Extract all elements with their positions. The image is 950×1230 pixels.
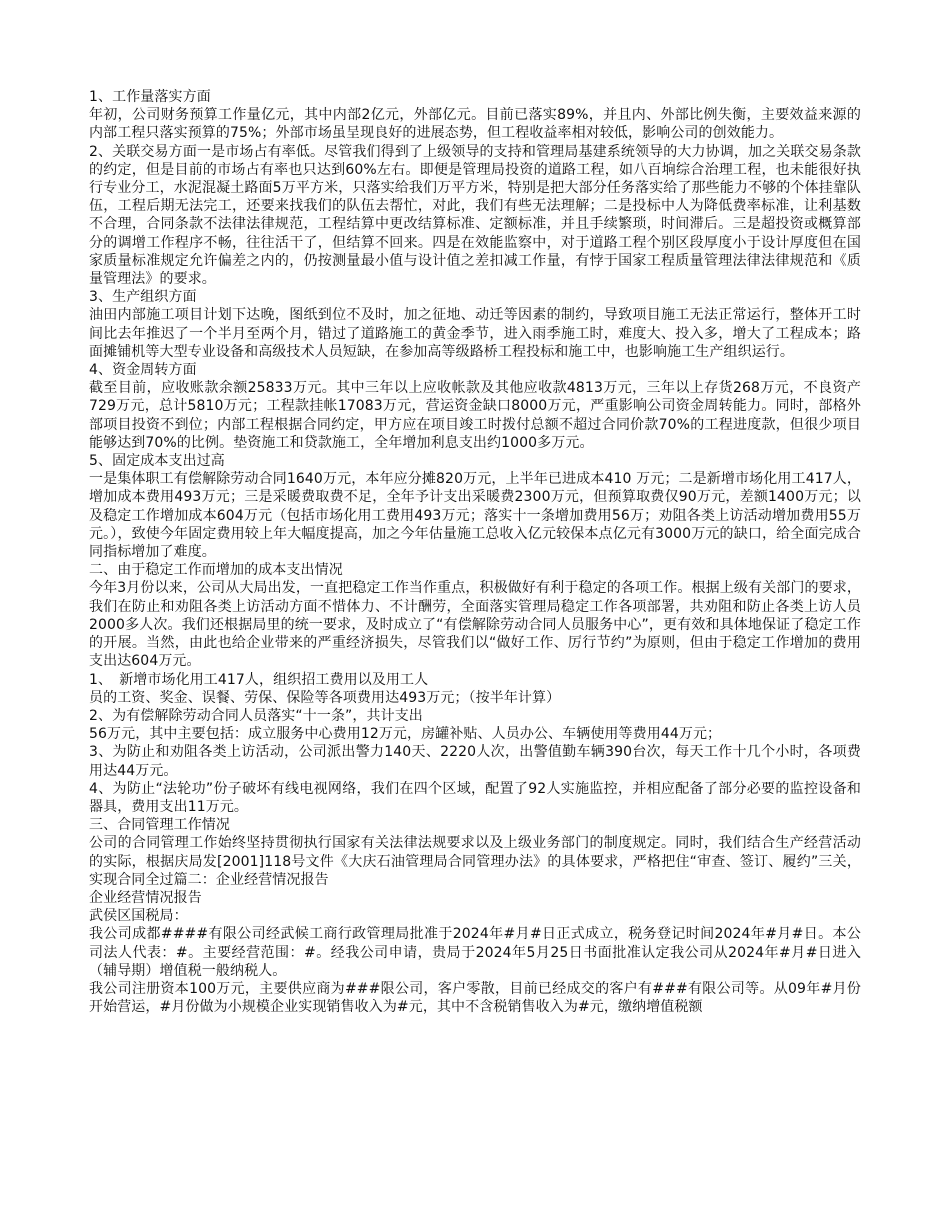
paragraph-production: 油田内部施工项目计划下达晚，图纸到位不及时，加之征地、动迁等因素的制约，导致项目施工无法正常运行，整体开工时间比去年推迟了一个半月至两个月，错过了道路施工的黄金季节，进入雨季施工时，难度大、投入多，增大了工程成本；路面摊铺机等大型专业设备和高级技术人员短缺，在参加高等级路桥工程投标和施工中，也影响施工生产组织运行。 xyxy=(89,307,861,360)
document-body xyxy=(89,88,861,1016)
list-item-1-line-1: 1、 新增市场化用工417人，组织招工费用以及用工人 xyxy=(89,671,429,688)
paragraph-contract: 公司的合同管理工作始终坚持贯彻执行国家有关法律法规要求以及上级业务部门的制度规定。同时，我们结合生产经营活动的实际，根据庆局发[2001]118号文件《大庆石油管理局合同管理办法》的具体要求，严格把住“审查、签订、履约”三关，实现合同全过篇二：企业经营情况报告 xyxy=(89,835,861,888)
list-item-4: 4、为防止“法轮功”份子破坏有线电视网络，我们在四个区域，配置了92人实施监控，并相应配备了部分必要的监控设备和器具，费用支出11万元。 xyxy=(89,780,861,815)
paragraph-capital-sales: 我公司注册资本100万元，主要供应商为###限公司，客户零散，目前已经成交的客户有###有限公司等。从09年#月份开始营运，#月份做为小规模企业实现销售收入为#元，其中不含税销售收入为#元，缴纳增值税额 xyxy=(89,980,861,1016)
paragraph-capital: 截至目前，应收账款余额25833万元。其中三年以上应收帐款及其他应收款4813万元，三年以上存货268万元，不良资产729万元，总计5810万元；工程款挂帐17083万元，营运资金缺口8000万元，严重影响公司资金周转能力。同时，部格外部项目投资不到位；内部工程根据合同约定，甲方应在项目竣工时拨付总额不超过合同价款70%的工程进度款，但很少项目能够达到70%的比例。垫资施工和贷款施工，全年增加利息支出约1000多万元。 xyxy=(89,380,861,451)
section-heading-fixed-cost: 5、固定成本支出过高 xyxy=(89,453,225,470)
list-item-2-line-2: 56万元，其中主要包括：成立服务中心费用12万元，房罐补贴、人员办公、车辆使用等费用44万元； xyxy=(89,726,722,743)
paragraph-stability-cost: 今年3月份以来，公司从大局出发，一直把稳定工作当作重点，积极做好有利于稳定的各项工作。根据上级有关部门的要求，我们在防止和劝阻各类上访活动方面不惜体力、不计酬劳，全面落实管理局稳定工作各项部署，共劝阻和防止各类上访人员2000多人次。我们还根据局里的统一要求，及时成立了“有偿解除劳动合同人员服务中心”，更有效和具体地保证了稳定工作的开展。当然，由此也给企业带来的严重经济损失，尽管我们以“做好工作、厉行节约”为原则，但由于稳定工作增加的费用支出达604万元。 xyxy=(89,580,861,670)
section-heading-stability-cost: 二、由于稳定工作而增加的成本支出情况 xyxy=(89,562,343,579)
section-heading-production: 3、生产组织方面 xyxy=(89,289,197,306)
section-heading-capital: 4、资金周转方面 xyxy=(89,362,197,379)
paragraph-related-transactions: 2、关联交易方面一是市场占有率低。尽管我们得到了上级领导的支持和管理局基建系统领导的大力协调，加之关联交易条款的约定，但是目前的市场占有率也只达到60%左右。即便是管理局投资的道路工程，如八百垧综合治理工程，也未能很好执行专业分工，水泥混凝土路面5万平方米，只落实给我们万平方米，特别是把大部分任务落实给了那些能力不够的个体挂靠队伍，工程后期无法完工，还要来找我们的队伍去帮忙，对此，我们有些无法理解；二是投标中人为降低费率标准，让利基数不合理，合同条款不法律法律规范，工程结算中更改结算标准、定额标准，并且手续繁琐，时间滞后。三是超投资或概算部分的调增工作程序不畅，往往活干了，但结算不回来。四是在效能监察中，对于道路工程个别区段厚度小于设计厚度但在国家质量标准规定允许偏差之内的，仍按测量最小值与设计值之差扣减工作量，有悖于国家工程质量管理法律法律规范和《质量管理法》的要求。 xyxy=(89,143,861,288)
paragraph-fixed-cost: 一是集体职工有偿解除劳动合同1640万元，本年应分摊820万元，上半年已进成本410 万元；二是新增市场化用工417人，增加成本费用493万元；三是采暖费取费不足，全年予计支出采暖费2300万元，但预算取费仅90万元，差额1400万元；以及稳定工作增加成本604万元（包括市场化用工费用493万元；落实十一条增加费用56万；劝阻各类上访活动增加费用55万元。），致使今年固定费用较上年大幅度提高，加之今年估量施工总收入亿元较保本点亿元有3000万元的缺口，给全面完成合同指标增加了难度。 xyxy=(89,471,861,561)
list-item-2-line-1: 2、为有偿解除劳动合同人员落实“十一条”，共计支出 xyxy=(89,707,423,724)
report-title: 企业经营情况报告 xyxy=(89,889,202,906)
list-item-1-line-2: 员的工资、奖金、误餐、劳保、保险等各项费用达493万元；（按半年计算） xyxy=(89,689,561,706)
section-heading-contract: 三、合同管理工作情况 xyxy=(89,817,230,834)
section-heading-workload: 1、工作量落实方面 xyxy=(89,89,211,105)
paragraph-workload: 年初，公司财务预算工作量亿元，其中内部2亿元，外部亿元。目前已落实89%，并且内、外部比例失衡，主要效益来源的内部工程只落实预算的75%；外部市场虽呈现良好的进展态势，但工程收益率相对较低，影响公司的创效能力。 xyxy=(89,107,861,142)
paragraph-company-intro: 我公司成都####有限公司经武候工商行政管理局批准于2024年#月#日正式成立，税务登记时间2024年#月#日。本公司法人代表：#。主要经营范围：#。经我公司申请，贵局于2024年5月25日书面批准认定我公司从2024年#月#日进入（辅导期）增值税一般纳税人。 xyxy=(89,926,861,979)
report-addressee: 武侯区国税局： xyxy=(89,908,188,925)
list-item-3: 3、为防止和劝阻各类上访活动，公司派出警力140天、2220人次，出警值勤车辆390台次，每天工作十几个小时，各项费用达44万元。 xyxy=(89,744,861,779)
